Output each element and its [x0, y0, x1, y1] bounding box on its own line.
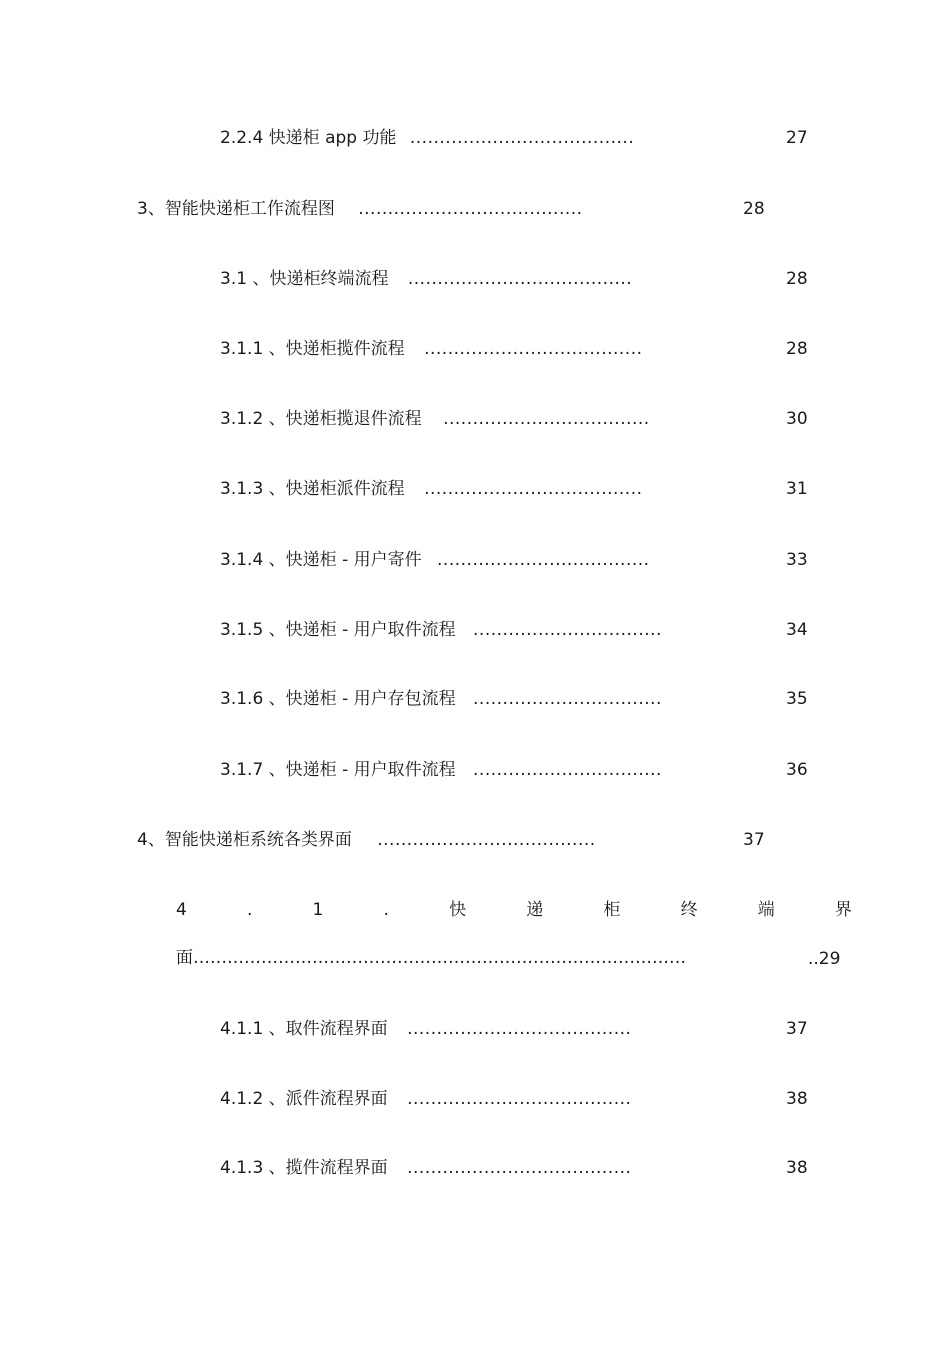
toc-leader-dots: ................................: [473, 689, 662, 709]
toc-page-number: 34: [786, 620, 808, 640]
toc-entry: [220, 1018, 631, 1040]
toc-page-number: 37: [743, 830, 765, 850]
toc-page-number: 31: [786, 479, 808, 499]
toc-entry: [220, 759, 662, 781]
toc-page-number: 38: [786, 1089, 808, 1109]
toc-entry: [137, 829, 596, 851]
toc-leader-dots: ...................................: [443, 409, 650, 429]
toc-entry: [220, 338, 643, 360]
toc-entry: [220, 1088, 631, 1110]
spread-char: 4: [176, 900, 187, 920]
spread-char: 终: [680, 900, 698, 920]
toc-leader-dots: .....................................: [377, 830, 596, 850]
toc-leader-dots: ......................................: [407, 1019, 632, 1039]
toc-entry: [220, 408, 650, 430]
toc-entry-label: 4.1.1 、取件流程界面: [220, 1019, 388, 1039]
toc-leader-dots: .....................................: [424, 479, 643, 499]
toc-leader-dots: ................................: [473, 620, 662, 640]
toc-leader-dots: .....................................: [424, 339, 643, 359]
toc-page-number: 28: [743, 199, 765, 219]
toc-entry: [137, 198, 583, 220]
toc-entry-label: 4.1.3 、揽件流程界面: [220, 1158, 388, 1178]
toc-leader-dots: ......................................: [407, 1089, 632, 1109]
toc-entry-label: 3.1.2 、快递柜揽退件流程: [220, 409, 422, 429]
toc-entry-label: 3.1.5 、快递柜 - 用户取件流程: [220, 620, 456, 640]
toc-page-number: ..29: [808, 949, 841, 969]
spread-char: 快: [449, 900, 467, 920]
toc-entry: [220, 688, 662, 710]
toc-entry: [220, 268, 632, 290]
toc-entry: [220, 549, 650, 571]
toc-leader-dots: ......................................: [407, 269, 633, 289]
toc-page-number: 36: [786, 760, 808, 780]
spread-char: 界: [834, 900, 852, 920]
toc-page-number: 35: [786, 689, 808, 709]
toc-entry-label: 3.1.3 、快递柜派件流程: [220, 479, 405, 499]
toc-page-number: 37: [786, 1019, 808, 1039]
toc-entry-label: 4.1.2 、派件流程界面: [220, 1089, 388, 1109]
toc-page-number: 28: [786, 269, 808, 289]
toc-leader-dots: ....................................: [437, 550, 650, 570]
spread-char: 递: [526, 900, 544, 920]
toc-entry-label: 3.1.7 、快递柜 - 用户取件流程: [220, 760, 456, 780]
toc-leader-dots: ......................................: [407, 1158, 632, 1178]
toc-entry: [220, 619, 662, 641]
toc-leader-dots: ................................: [473, 760, 662, 780]
spread-char: .: [383, 900, 389, 920]
toc-page-number: 30: [786, 409, 808, 429]
spread-char: 端: [757, 900, 775, 920]
toc-entry-label: 3、智能快递柜工作流程图: [137, 199, 335, 219]
toc-page-number: 27: [786, 128, 808, 148]
toc-page-number: 38: [786, 1158, 808, 1178]
spread-char: .: [246, 900, 253, 920]
toc-entry-label: 3.1 、快递柜终端流程: [220, 269, 389, 289]
toc-entry-spread: [176, 899, 852, 921]
toc-entry-label: 3.1.1 、快递柜揽件流程: [220, 339, 405, 359]
toc-leader-dots: ......................................: [358, 199, 583, 219]
toc-leader-dots: ......................................: [409, 128, 635, 148]
toc-page-number: 28: [786, 339, 808, 359]
spread-char: 柜: [603, 900, 621, 920]
toc-page-number: 33: [786, 550, 808, 570]
spread-char: 1: [312, 900, 324, 920]
toc-entry-label: 3.1.6 、快递柜 - 用户存包流程: [220, 689, 456, 709]
toc-entry-continuation: 面……………………………………………………………………………: [176, 948, 686, 968]
toc-entry: [220, 127, 634, 149]
toc-entry: [220, 478, 643, 500]
toc-entry: [220, 1157, 631, 1179]
toc-entry-label: 4、智能快递柜系统各类界面: [137, 830, 352, 850]
toc-entry-label: 3.1.4 、快递柜 - 用户寄件: [220, 550, 422, 570]
toc-entry-label: 2.2.4 快递柜 app 功能: [220, 128, 397, 148]
